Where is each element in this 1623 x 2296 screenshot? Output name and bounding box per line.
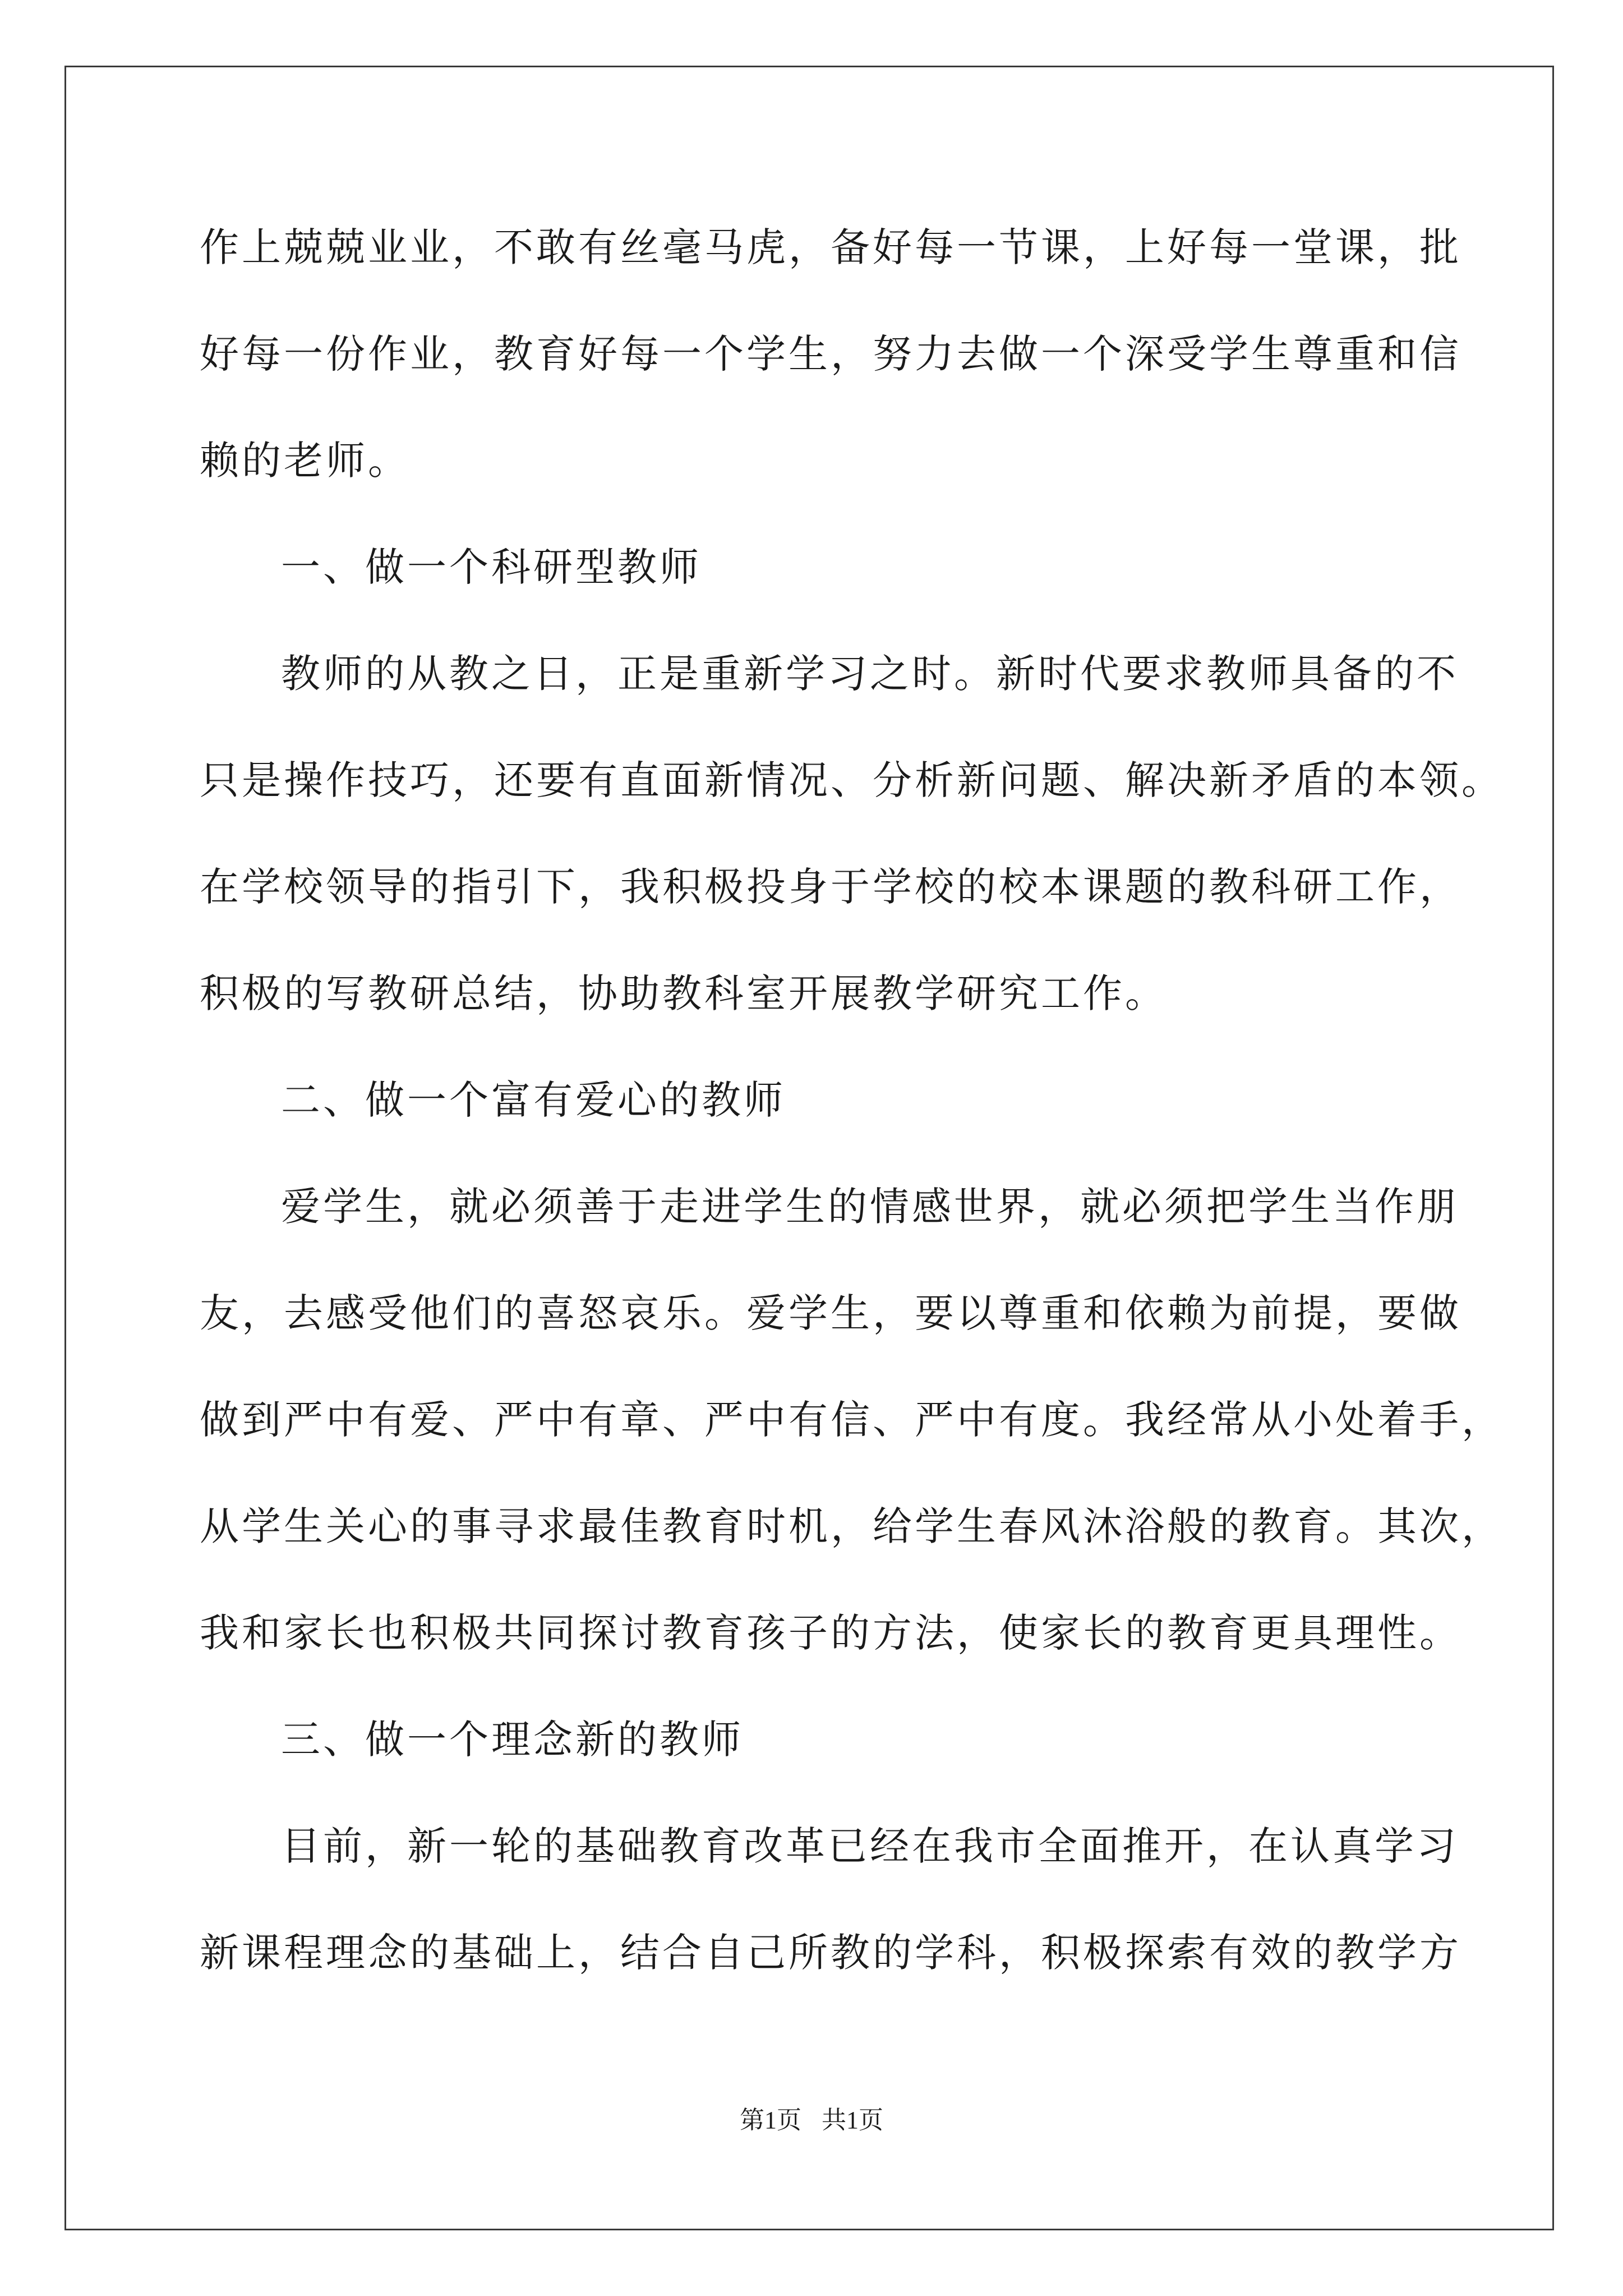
text-line: 做到严中有爱、严中有章、严中有信、严中有度。我经常从小处着手，	[200, 1397, 1504, 1443]
text-line: 从学生关心的事寻求最佳教育时机，给学生春风沐浴般的教育。其次，	[200, 1503, 1504, 1549]
text-line: 教师的从教之日，正是重新学习之时。新时代要求教师具备的不	[281, 651, 1459, 697]
section-heading: 二、做一个富有爱心的教师	[281, 1077, 786, 1123]
text-line: 我和家长也积极共同探讨教育孩子的方法，使家长的教育更具理性。	[200, 1610, 1461, 1656]
text-line: 只是操作技巧，还要有直面新情况、分析新问题、解决新矛盾的本领。	[200, 757, 1504, 803]
section-heading: 三、做一个理念新的教师	[281, 1717, 744, 1763]
page-border	[64, 66, 1554, 2230]
text-line: 新课程理念的基础上，结合自己所教的学科，积极探索有效的教学方	[200, 1930, 1461, 1976]
page-number: 第1页	[740, 2106, 801, 2134]
text-line: 爱学生，就必须善于走进学生的情感世界，就必须把学生当作朋	[281, 1184, 1459, 1230]
text-line: 赖的老师。	[200, 438, 410, 484]
text-line: 积极的写教研总结，协助教科室开展教学研究工作。	[200, 970, 1167, 1016]
text-line: 作上兢兢业业，不敢有丝毫马虎，备好每一节课，上好每一堂课，批	[200, 224, 1461, 270]
text-line: 好每一份作业，教育好每一个学生，努力去做一个深受学生尊重和信	[200, 331, 1461, 377]
text-line: 在学校领导的指引下，我积极投身于学校的校本课题的教科研工作，	[200, 864, 1461, 910]
page-footer	[0, 2104, 1623, 2137]
page-total: 共1页	[822, 2106, 883, 2134]
section-heading: 一、做一个科研型教师	[281, 544, 702, 590]
text-line: 目前，新一轮的基础教育改革已经在我市全面推开，在认真学习	[281, 1823, 1459, 1869]
text-line: 友，去感受他们的喜怒哀乐。爱学生，要以尊重和依赖为前提，要做	[200, 1290, 1461, 1336]
